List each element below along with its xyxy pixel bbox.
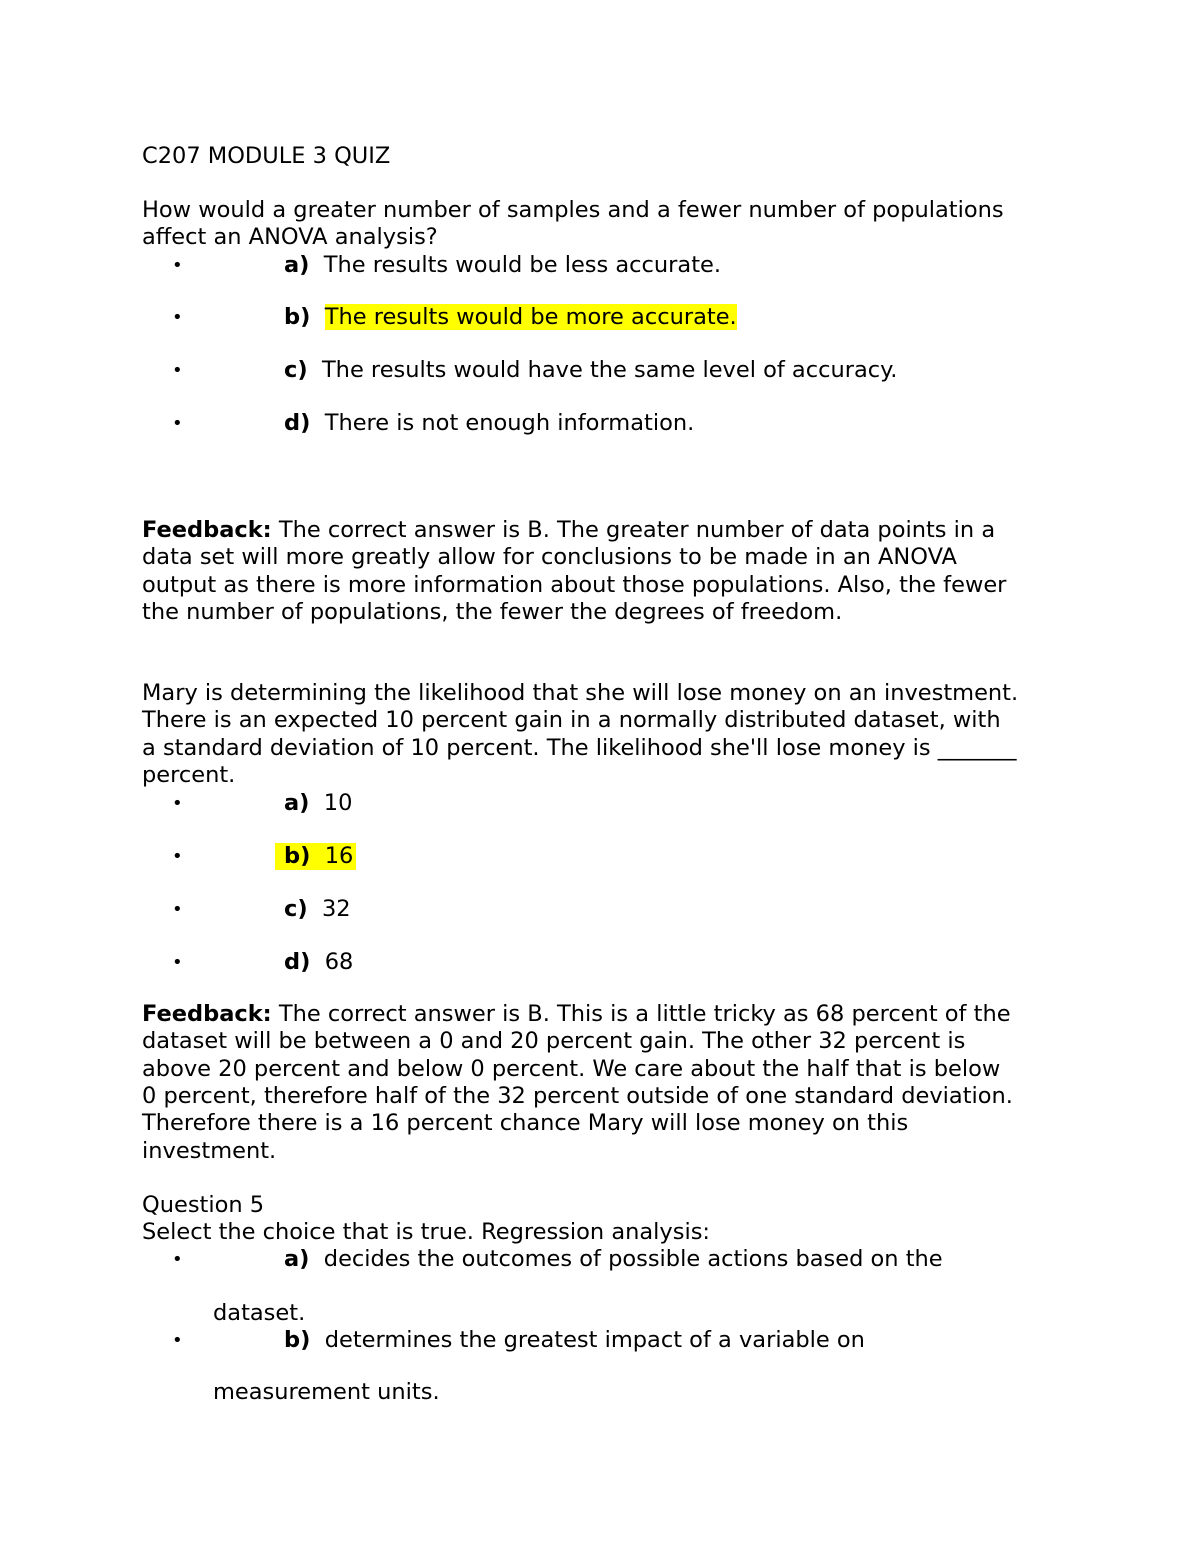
- question-2-text-line-3: a standard deviation of 10 percent. The likelihood she'll lose money is _______: [142, 735, 1017, 761]
- bullet-icon: •: [172, 846, 183, 867]
- q1-option-c: [0, 357, 1200, 384]
- q1-feedback-line-3: output as there is more information about those populations. Also, the fewer: [142, 572, 1007, 598]
- q2-feedback-line-4: 0 percent, therefore half of the 32 percent outside of one standard deviation.: [142, 1083, 1013, 1109]
- option-letter: c): [284, 896, 308, 922]
- bullet-icon: •: [172, 899, 183, 920]
- q1-option-b: [0, 304, 1200, 331]
- option-letter: b): [284, 1327, 311, 1353]
- q2-option-a: [0, 790, 1200, 817]
- feedback-text: The correct answer is B. This is a little tricky as 68 percent of the: [271, 1001, 1011, 1027]
- q1-feedback-line-1: [142, 517, 995, 544]
- option-text: There is not enough information.: [324, 410, 695, 436]
- option-text: The results would be less accurate.: [323, 252, 722, 278]
- option-text: 32: [321, 896, 351, 922]
- q1-option-a: [0, 252, 1200, 279]
- question-2-text-line-1: Mary is determining the likelihood that she will lose money on an investment.: [142, 680, 1019, 706]
- option-text: decides the outcomes of possible actions based on the: [323, 1246, 943, 1272]
- bullet-icon: •: [172, 1330, 183, 1351]
- bullet-icon: •: [172, 255, 183, 276]
- bullet-icon: •: [172, 360, 183, 381]
- q5-option-b-continuation: measurement units.: [213, 1379, 440, 1405]
- option-letter: c): [284, 357, 308, 383]
- option-letter: a): [284, 790, 310, 816]
- option-letter: a): [284, 252, 310, 278]
- q2-feedback-line-5: Therefore there is a 16 percent chance Mary will lose money on this: [142, 1110, 909, 1136]
- q2-feedback-line-3: above 20 percent and below 0 percent. We care about the half that is below: [142, 1056, 1001, 1082]
- question-1-text-line-2: affect an ANOVA analysis?: [142, 224, 438, 250]
- bullet-icon: •: [172, 793, 183, 814]
- option-text: 10: [323, 790, 353, 816]
- q1-feedback-line-4: the number of populations, the fewer the degrees of freedom.: [142, 599, 843, 625]
- question-2-text-line-2: There is an expected 10 percent gain in a normally distributed dataset, with: [142, 707, 1001, 733]
- page-title: C207 MODULE 3 QUIZ: [142, 143, 391, 169]
- q2-option-d: [0, 949, 1200, 976]
- q2-feedback-line-1: [142, 1001, 1011, 1028]
- q2-option-c: [0, 896, 1200, 923]
- option-letter: d): [284, 949, 311, 975]
- q1-feedback-line-2: data set will more greatly allow for conclusions to be made in an ANOVA: [142, 544, 957, 570]
- question-5-text: Select the choice that is true. Regression analysis:: [142, 1219, 711, 1245]
- q2-feedback-line-2: dataset will be between a 0 and 20 percent gain. The other 32 percent is: [142, 1028, 966, 1054]
- option-letter: a): [284, 1246, 310, 1272]
- q2-option-b: [0, 843, 1200, 870]
- feedback-text: The correct answer is B. The greater number of data points in a: [271, 517, 996, 543]
- feedback-label: Feedback:: [142, 1001, 272, 1027]
- question-5-heading: Question 5: [142, 1192, 265, 1218]
- q2-feedback-line-6: investment.: [142, 1138, 277, 1164]
- bullet-icon: •: [172, 952, 183, 973]
- question-1-text-line-1: How would a greater number of samples and a fewer number of populations: [142, 197, 1004, 223]
- feedback-label: Feedback:: [142, 517, 272, 543]
- option-highlight: [275, 843, 356, 870]
- option-text-highlighted: 16: [324, 843, 354, 869]
- question-2-text-line-4: percent.: [142, 762, 236, 788]
- option-letter: d): [284, 410, 311, 436]
- bullet-icon: •: [172, 307, 183, 328]
- option-letter: b): [284, 304, 311, 330]
- option-text: 68: [324, 949, 354, 975]
- bullet-icon: •: [172, 1249, 183, 1270]
- q5-option-a-continuation: dataset.: [213, 1300, 306, 1326]
- option-letter: b): [284, 843, 311, 869]
- option-text: determines the greatest impact of a variable on: [324, 1327, 865, 1353]
- q5-option-a: [0, 1246, 1200, 1273]
- option-text: The results would have the same level of accuracy.: [321, 357, 898, 383]
- bullet-icon: •: [172, 413, 183, 434]
- option-text-highlighted: The results would be more accurate.: [324, 304, 737, 330]
- q1-option-d: [0, 410, 1200, 437]
- q5-option-b: [0, 1327, 1200, 1354]
